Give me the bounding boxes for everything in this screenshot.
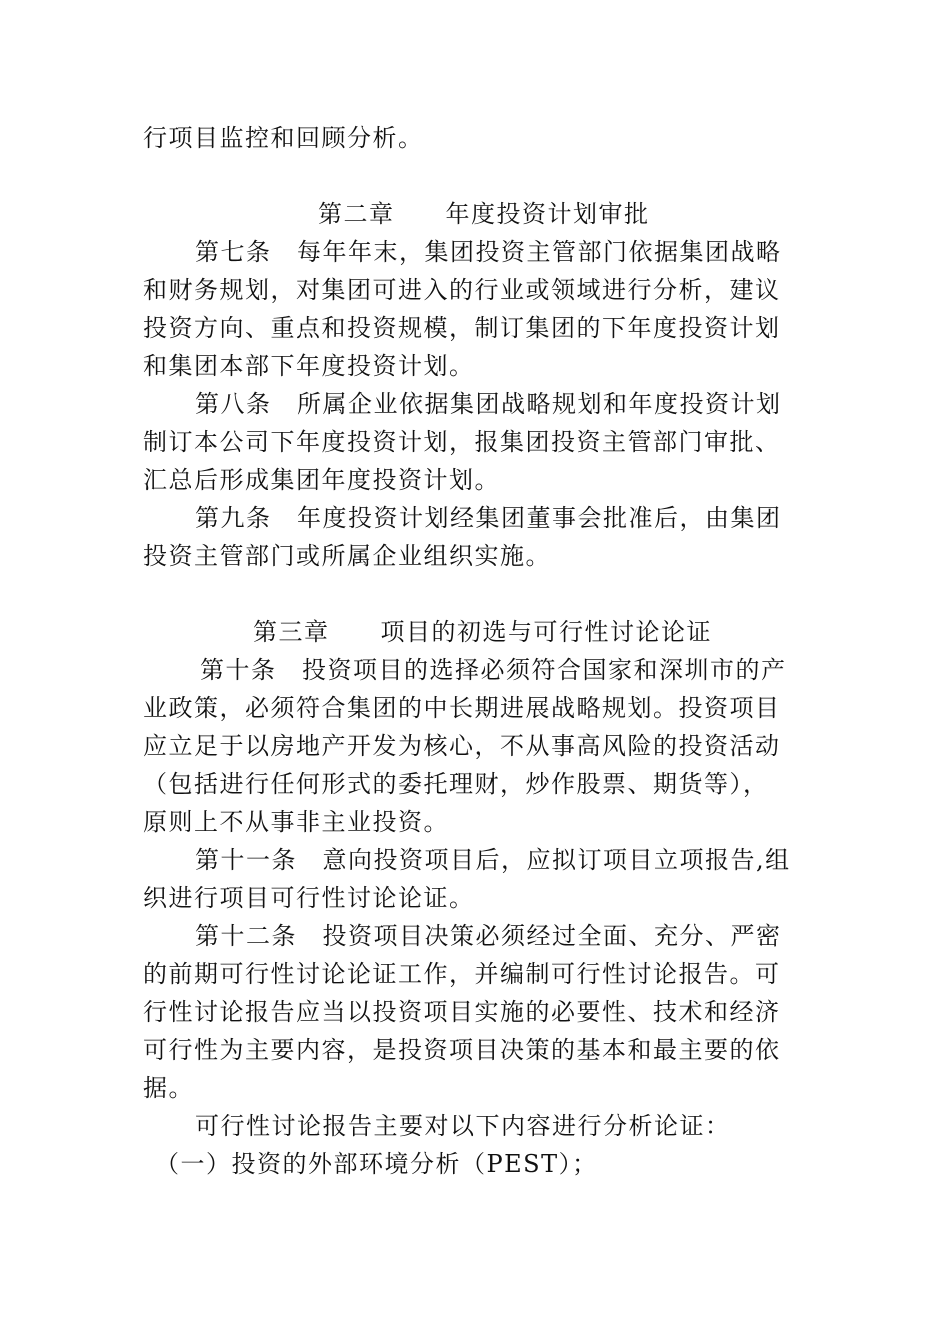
chapter-heading: 第二章 年度投资计划审批 bbox=[318, 200, 650, 228]
article-line: 第十条 投资项目的选择必须符合国家和深圳市的产 bbox=[200, 656, 787, 684]
text-line: 行项目监控和回顾分析。 bbox=[143, 124, 424, 152]
text-line: 应立足于以房地产开发为核心，不从事高风险的投资活动 bbox=[143, 732, 781, 760]
text-line: 的前期可行性讨论论证工作，并编制可行性讨论报告。可 bbox=[143, 960, 781, 988]
text-line: （包括进行任何形式的委托理财，炒作股票、期货等）， bbox=[143, 770, 769, 798]
text-line: 汇总后形成集团年度投资计划。 bbox=[143, 466, 500, 494]
paragraph-line: 可行性讨论报告主要对以下内容进行分析论证： bbox=[195, 1112, 731, 1140]
text-line: 投资方向、重点和投资规模，制订集团的下年度投资计划 bbox=[143, 314, 781, 342]
list-item: （一）投资的外部环境分析（PEST）； bbox=[155, 1150, 598, 1178]
chapter-heading: 第三章 项目的初选与可行性讨论论证 bbox=[253, 618, 712, 646]
text-line: 织进行项目可行性讨论论证。 bbox=[143, 884, 475, 912]
text-line: 投资主管部门或所属企业组织实施。 bbox=[143, 542, 551, 570]
article-line: 第九条 年度投资计划经集团董事会批准后，由集团 bbox=[195, 504, 782, 532]
text-line: 可行性为主要内容，是投资项目决策的基本和最主要的依 bbox=[143, 1036, 781, 1064]
text-line: 行性讨论报告应当以投资项目实施的必要性、技术和经济 bbox=[143, 998, 781, 1026]
text-line: 制订本公司下年度投资计划，报集团投资主管部门审批、 bbox=[143, 428, 781, 456]
text-line: 业政策，必须符合集团的中长期进展战略规划。投资项目 bbox=[143, 694, 781, 722]
article-line: 第十二条 投资项目决策必须经过全面、充分、严密 bbox=[195, 922, 782, 950]
text-line: 和财务规划，对集团可进入的行业或领域进行分析，建议 bbox=[143, 276, 781, 304]
article-line: 第七条 每年年末，集团投资主管部门依据集团战略 bbox=[195, 238, 782, 266]
article-line: 第八条 所属企业依据集团战略规划和年度投资计划 bbox=[195, 390, 782, 418]
article-line: 第十一条 意向投资项目后，应拟订项目立项报告,组 bbox=[195, 846, 791, 874]
text-line: 和集团本部下年度投资计划。 bbox=[143, 352, 475, 380]
text-line: 据。 bbox=[143, 1074, 194, 1102]
text-line: 原则上不从事非主业投资。 bbox=[143, 808, 449, 836]
